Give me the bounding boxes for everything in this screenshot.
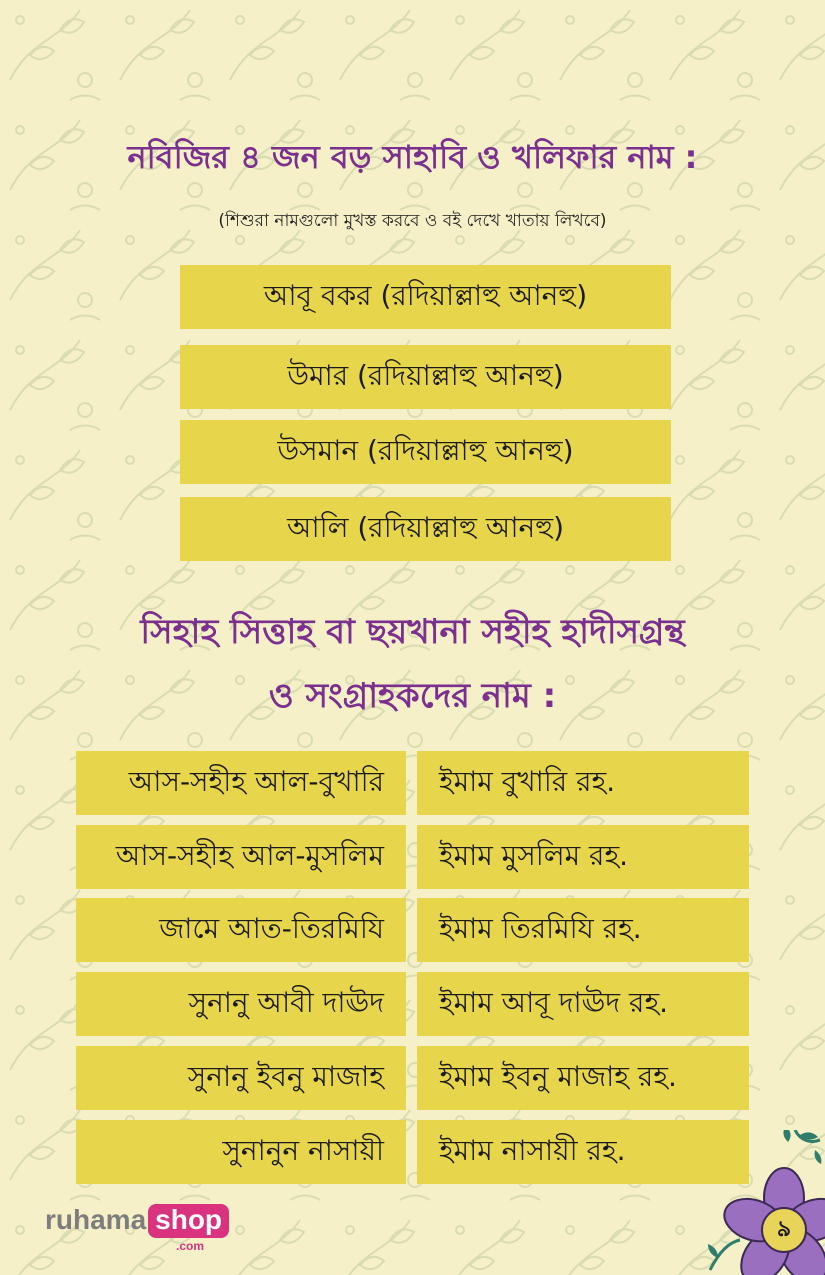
hadith-book-cell: সুনানু আবী দাঊদ (76, 972, 406, 1036)
logo-text-ruhama: ruhama (45, 1204, 147, 1235)
hadith-imam-cell: ইমাম ইবনু মাজাহ রহ. (417, 1046, 749, 1110)
heading-hadith-line1: সিহাহ সিত্তাহ বা ছয়খানা সহীহ হাদীসগ্রন্থ (140, 612, 685, 652)
khalifa-name: উমার (রদিয়াল্লাহু আনহু) (287, 358, 564, 392)
hadith-imam-cell: ইমাম মুসলিম রহ. (417, 825, 749, 889)
page-number: ৯ (776, 1217, 792, 1242)
hadith-imam-cell: ইমাম নাসায়ী রহ. (417, 1120, 749, 1184)
instruction-note: (শিশুরা নামগুলো মুখস্ত করবে ও বই দেখে খাতায় লিখবে) (218, 211, 607, 231)
khalifa-box (180, 265, 671, 329)
khalifa-box (180, 345, 671, 409)
hadith-imam-cell: ইমাম বুখারি রহ. (417, 751, 749, 815)
hadith-book-cell: সুনানু ইবনু মাজাহ (76, 1046, 406, 1110)
khalifa-box (180, 497, 671, 561)
flower-decoration-icon (700, 1130, 825, 1275)
logo-suffix: .com (176, 1239, 205, 1253)
hadith-book-cell: আস-সহীহ আল-বুখারি (76, 751, 406, 815)
hadith-book-cell: আস-সহীহ আল-মুসলিম (76, 825, 406, 889)
khalifa-box (180, 420, 671, 484)
khalifa-name: উসমান (রদিয়াল্লাহু আনহু) (277, 433, 574, 467)
hadith-imam-cell: ইমাম আবূ দাঊদ রহ. (417, 972, 749, 1036)
ruhamashop-logo (45, 1204, 229, 1253)
heading-hadith-line2: ও সংগ্রাহকদের নাম : (268, 676, 557, 716)
hadith-book-cell: সুনানুন নাসায়ী (76, 1120, 406, 1184)
hadith-book-cell: জামে আত-তিরমিযি (76, 898, 406, 962)
hadith-imam-cell: ইমাম তিরমিযি রহ. (417, 898, 749, 962)
khalifa-name: আলি (রদিয়াল্লাহু আনহু) (286, 510, 565, 544)
heading-khalifa: নবিজির ৪ জন বড় সাহাবি ও খলিফার নাম : (127, 138, 698, 176)
khalifa-name: আবূ বকর (রদিয়াল্লাহু আনহু) (263, 278, 588, 312)
logo-text-shop: shop (148, 1204, 229, 1238)
